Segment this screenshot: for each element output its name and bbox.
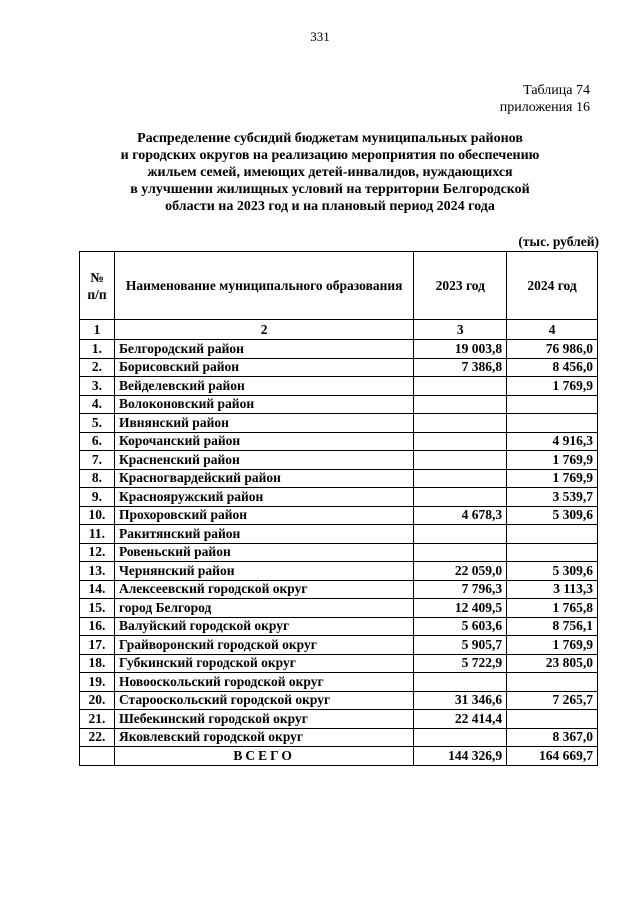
value-2023: 7 386,8: [414, 358, 507, 377]
total-2023: 144 326,9: [414, 747, 507, 766]
row-number: 8.: [80, 469, 115, 488]
document-title: [60, 130, 600, 215]
row-number: 21.: [80, 710, 115, 729]
value-2023: 22 059,0: [414, 562, 507, 581]
row-number: 4.: [80, 395, 115, 414]
row-number: 15.: [80, 599, 115, 618]
value-2024: [507, 710, 598, 729]
value-2024: 1 769,9: [507, 377, 598, 396]
value-2023: [414, 395, 507, 414]
value-2024: [507, 673, 598, 692]
table-row: [80, 691, 598, 710]
total-label: ВСЕГО: [114, 747, 413, 766]
row-number: 10.: [80, 506, 115, 525]
table-row: [80, 562, 598, 581]
value-2023: 19 003,8: [414, 340, 507, 359]
unit-label: (тыс. рублей): [518, 234, 599, 249]
header-number: № п/п: [80, 252, 115, 320]
value-2023: 7 796,3: [414, 580, 507, 599]
row-number: 7.: [80, 451, 115, 470]
municipality-name: город Белгород: [114, 599, 413, 618]
value-2023: 31 346,6: [414, 691, 507, 710]
value-2023: 22 414,4: [414, 710, 507, 729]
municipality-name: Красногвардейский район: [114, 469, 413, 488]
index-cell: 1: [80, 320, 115, 340]
value-2023: 5 603,6: [414, 617, 507, 636]
table-row: [80, 432, 598, 451]
row-number: 2.: [80, 358, 115, 377]
title-line: области на 2023 год и на плановый период 2024 года: [165, 199, 495, 214]
row-number: 19.: [80, 673, 115, 692]
row-number: 12.: [80, 543, 115, 562]
municipality-name: Алексеевский городской округ: [114, 580, 413, 599]
municipality-name: Корочанский район: [114, 432, 413, 451]
value-2023: [414, 414, 507, 433]
table-row: [80, 673, 598, 692]
total-2024: 164 669,7: [507, 747, 598, 766]
table-row: [80, 340, 598, 359]
index-cell: 2: [114, 320, 413, 340]
table-row: [80, 525, 598, 544]
total-number-cell: [80, 747, 115, 766]
value-2024: 23 805,0: [507, 654, 598, 673]
title-line: Распределение субсидий бюджетам муниципальных районов: [137, 131, 523, 146]
value-2024: 8 756,1: [507, 617, 598, 636]
municipality-name: Новооскольский городской округ: [114, 673, 413, 692]
value-2024: 7 265,7: [507, 691, 598, 710]
row-number: 20.: [80, 691, 115, 710]
municipality-name: Ивнянский район: [114, 414, 413, 433]
table-row: [80, 710, 598, 729]
value-2024: 1 769,9: [507, 451, 598, 470]
municipality-name: Красненский район: [114, 451, 413, 470]
row-number: 16.: [80, 617, 115, 636]
municipality-name: Борисовский район: [114, 358, 413, 377]
table-row: [80, 469, 598, 488]
table-row: [80, 451, 598, 470]
municipality-name: Белгородский район: [114, 340, 413, 359]
value-2023: [414, 488, 507, 507]
municipality-name: Грайворонский городской округ: [114, 636, 413, 655]
value-2023: 4 678,3: [414, 506, 507, 525]
header-2024: 2024 год: [507, 252, 598, 320]
value-2024: 76 986,0: [507, 340, 598, 359]
value-2023: [414, 525, 507, 544]
header-2023: 2023 год: [414, 252, 507, 320]
municipality-name: Волоконовский район: [114, 395, 413, 414]
value-2024: 1 769,9: [507, 636, 598, 655]
municipality-name: Старооскольский городской округ: [114, 691, 413, 710]
table-row: [80, 358, 598, 377]
value-2024: 5 309,6: [507, 506, 598, 525]
value-2024: [507, 395, 598, 414]
table-row: [80, 617, 598, 636]
value-2024: 3 539,7: [507, 488, 598, 507]
row-number: 13.: [80, 562, 115, 581]
row-number: 22.: [80, 728, 115, 747]
row-number: 17.: [80, 636, 115, 655]
row-number: 6.: [80, 432, 115, 451]
title-line: и городских округов на реализацию мероприятия по обеспечению: [120, 148, 540, 163]
header-name: Наименование муниципального образования: [114, 252, 413, 320]
table-row: [80, 506, 598, 525]
table-row: [80, 488, 598, 507]
value-2023: [414, 377, 507, 396]
value-2023: [414, 469, 507, 488]
table-row: [80, 395, 598, 414]
row-number: 18.: [80, 654, 115, 673]
value-2023: [414, 673, 507, 692]
value-2023: [414, 451, 507, 470]
value-2024: 8 367,0: [507, 728, 598, 747]
value-2023: 12 409,5: [414, 599, 507, 618]
value-2024: [507, 543, 598, 562]
table-row: [80, 414, 598, 433]
value-2023: [414, 432, 507, 451]
table-row: [80, 543, 598, 562]
municipality-name: Шебекинский городской округ: [114, 710, 413, 729]
row-number: 14.: [80, 580, 115, 599]
table-row: [80, 654, 598, 673]
row-number: 11.: [80, 525, 115, 544]
row-number: 9.: [80, 488, 115, 507]
title-line: в улучшении жилищных условий на территории Белгородской: [130, 182, 530, 197]
municipality-name: Губкинский городской округ: [114, 654, 413, 673]
value-2023: [414, 728, 507, 747]
municipality-name: Прохоровский район: [114, 506, 413, 525]
value-2024: [507, 525, 598, 544]
municipality-name: Ровеньский район: [114, 543, 413, 562]
table-row: [80, 580, 598, 599]
row-number: 5.: [80, 414, 115, 433]
column-index-row: [80, 320, 598, 340]
value-2024: 4 916,3: [507, 432, 598, 451]
municipality-name: Валуйский городской округ: [114, 617, 413, 636]
total-row: [80, 747, 598, 766]
index-cell: 4: [507, 320, 598, 340]
value-2023: [414, 543, 507, 562]
value-2024: 1 769,9: [507, 469, 598, 488]
value-2023: 5 722,9: [414, 654, 507, 673]
table-row: [80, 728, 598, 747]
page-number: 331: [310, 29, 330, 44]
table-label: Таблица 74: [523, 83, 590, 98]
row-number: 1.: [80, 340, 115, 359]
municipality-name: Чернянский район: [114, 562, 413, 581]
municipality-name: Яковлевский городской округ: [114, 728, 413, 747]
index-cell: 3: [414, 320, 507, 340]
value-2024: 8 456,0: [507, 358, 598, 377]
value-2024: 1 765,8: [507, 599, 598, 618]
header-row: [80, 252, 598, 320]
table-row: [80, 636, 598, 655]
subsidy-table: [79, 251, 598, 766]
appendix-label: приложения 16: [499, 100, 590, 115]
table-row: [80, 377, 598, 396]
municipality-name: Вейделевский район: [114, 377, 413, 396]
municipality-name: Ракитянский район: [114, 525, 413, 544]
value-2023: 5 905,7: [414, 636, 507, 655]
table-reference: [500, 82, 590, 116]
value-2024: 5 309,6: [507, 562, 598, 581]
municipality-name: Краснояружский район: [114, 488, 413, 507]
row-number: 3.: [80, 377, 115, 396]
value-2024: [507, 414, 598, 433]
table-row: [80, 599, 598, 618]
title-line: жильем семей, имеющих детей-инвалидов, нуждающихся: [147, 165, 513, 180]
value-2024: 3 113,3: [507, 580, 598, 599]
